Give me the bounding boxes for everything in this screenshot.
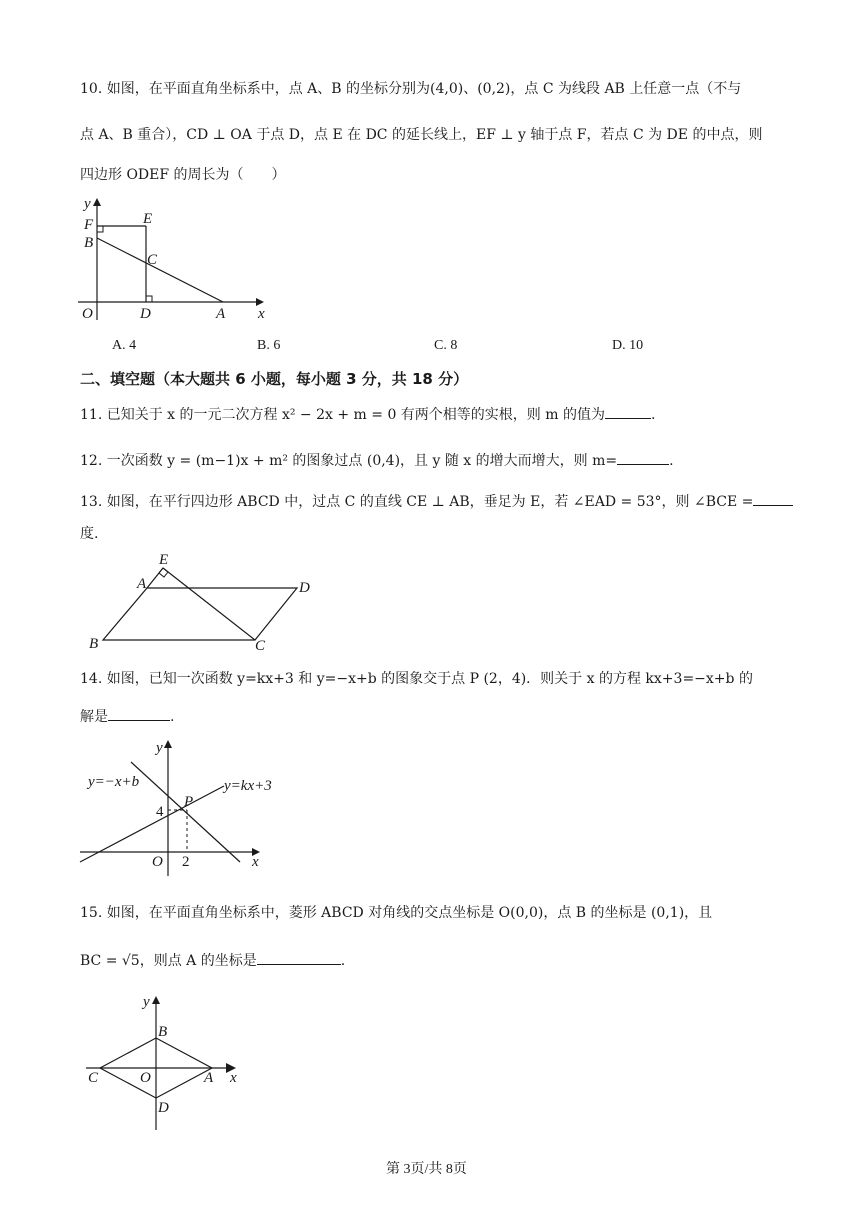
q14-label-4: 4 — [156, 804, 164, 820]
q12-text: 12. 一次函数 y = (m−1)x + m² 的图象过点 (0,4)，且 y 随 x 的增大而增大，则 m= — [80, 453, 618, 469]
q10-figure — [70, 192, 280, 327]
q14-label-2: 2 — [182, 854, 190, 870]
q10-choice-c: C. 8 — [434, 338, 458, 353]
q13-label-A: A — [137, 576, 147, 592]
q10-label-A: A — [216, 306, 226, 322]
q10-line1: 10. 如图，在平面直角坐标系中，点 A、B 的坐标分别为(4,0)、(0,2)，点 C 为线段 AB 上任意一点（不与 — [80, 81, 742, 97]
q15-label-B: B — [158, 1024, 168, 1040]
q10-label-x: x — [258, 306, 265, 322]
q14-answer-blank — [108, 706, 170, 721]
q14-label-line2: y=kx+3 — [224, 778, 272, 794]
q15-text: BC = √5，则点 A 的坐标是 — [80, 953, 257, 969]
q14-label-x: x — [252, 854, 259, 870]
q15-label-x: x — [230, 1070, 237, 1086]
q11-answer-blank — [605, 404, 651, 419]
q10-label-y: y — [84, 196, 91, 212]
q14-line1: 14. 如图，已知一次函数 y=kx+3 和 y=−x+b 的图象交于点 P (2，4)．则关于 x 的方程 kx+3=−x+b 的 — [80, 671, 753, 687]
q15-label-O: O — [140, 1070, 151, 1086]
q13-label-E: E — [159, 552, 169, 568]
q14-figure — [76, 734, 298, 878]
q13-label-D: D — [299, 580, 310, 596]
q10-label-O: O — [82, 306, 93, 322]
q10-label-E: E — [143, 211, 153, 227]
q14-label-P: P — [184, 794, 194, 810]
q14-label-O: O — [152, 854, 163, 870]
q12-end: . — [669, 453, 674, 469]
q13-line2: 度. — [80, 526, 99, 542]
section-title: 二、填空题（本大题共 6 小题，每小题 3 分，共 18 分） — [80, 370, 469, 388]
q10-label-B: B — [84, 235, 94, 251]
q10-choice-a: A. 4 — [112, 338, 137, 353]
q10-label-D: D — [140, 306, 151, 322]
q14-end: . — [170, 709, 175, 725]
q11-end: . — [650, 407, 656, 423]
q11-text: 11. 已知关于 x 的一元二次方程 x² − 2x + m = 0 有两个相等的实根，则 m 的值为 — [80, 407, 605, 423]
page-number: 第 3页/共 8页 — [386, 1162, 467, 1177]
q10-line3: 四边形 ODEF 的周长为（ ） — [80, 167, 286, 183]
q15-label-D: D — [158, 1100, 169, 1116]
q15-label-A: A — [204, 1070, 214, 1086]
q13-text: 13. 如图，在平行四边形 ABCD 中，过点 C 的直线 CE ⊥ AB，垂足为 E，若 ∠EAD = 53°，则 ∠BCE = — [80, 494, 754, 510]
q15-answer-blank — [257, 950, 341, 965]
q14-label-line1: y=−x+b — [88, 774, 140, 790]
q11-line — [80, 404, 655, 424]
q15-line1: 15. 如图，在平面直角坐标系中，菱形 ABCD 对角线的交点坐标是 O(0,0)，点 B 的坐标是 (0,1)，且 — [80, 905, 713, 921]
q15-figure — [80, 990, 250, 1135]
q10-label-F: F — [84, 217, 94, 233]
q13-label-B: B — [89, 636, 99, 652]
q13-answer-blank — [753, 491, 793, 506]
q15-line2 — [80, 950, 345, 970]
q10-line2: 点 A、B 重合），CD ⊥ OA 于点 D，点 E 在 DC 的延长线上，EF ⊥ y 轴于点 F，若点 C 为 DE 的中点，则 — [80, 127, 763, 143]
q15-end: . — [340, 953, 346, 969]
q13-label-C: C — [255, 638, 266, 652]
q10-choice-b: B. 6 — [257, 338, 281, 353]
q13-figure — [85, 550, 325, 652]
q12-line — [80, 450, 674, 470]
q14-text: 解是 — [80, 709, 108, 725]
q14-line2 — [80, 706, 174, 726]
q14-label-y: y — [156, 740, 163, 756]
q15-label-C: C — [88, 1070, 99, 1086]
q10-label-C: C — [147, 252, 158, 268]
q13-line1 — [80, 491, 793, 511]
q15-label-y: y — [143, 994, 150, 1010]
q12-answer-blank — [617, 450, 669, 465]
q10-choice-d: D. 10 — [612, 338, 644, 353]
